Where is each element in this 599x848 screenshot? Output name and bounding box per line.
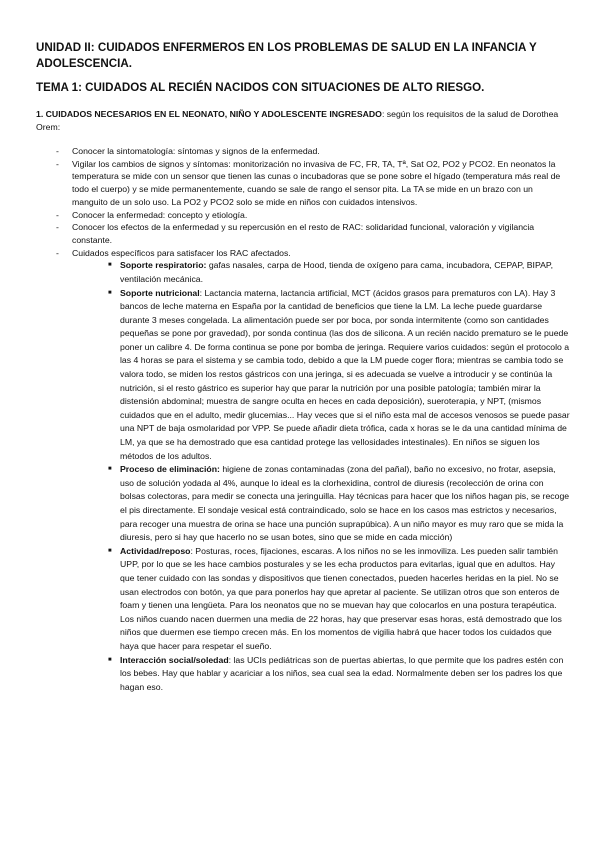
unit-title: UNIDAD II: CUIDADOS ENFERMEROS EN LOS PROBLEMAS DE SALUD EN LA INFANCIA Y ADOLESCENCIA. — [36, 41, 537, 70]
topic-title: TEMA 1: CUIDADOS AL RECIÉN NACIDOS CON SITUACIONES DE ALTO RIESGO. — [36, 81, 485, 94]
dash-marker: - — [56, 247, 59, 258]
specific-care-sublist — [72, 259, 571, 694]
sublist-item-respiratory-support — [108, 259, 571, 286]
sublist-item-label: Interacción social/soledad — [120, 654, 229, 665]
dash-marker: - — [56, 209, 59, 220]
section-intro-text: : según los requisitos de la salud de Dorothea Orem: — [36, 109, 559, 132]
section-intro — [36, 108, 568, 133]
sublist-item-nutritional-support — [108, 287, 571, 464]
sublist-item-text: gafas nasales, carpa de Hood, tienda de oxígeno para cama, incubadora, CEPAP, BIPAP, ventilación mecánica. — [120, 260, 554, 284]
sublist-item-label: Soporte nutricional — [120, 287, 200, 298]
list-item — [56, 158, 571, 209]
list-item — [56, 145, 571, 158]
list-item-text: Conocer los efectos de la enfermedad y su repercusión en el resto de RAC: solidaridad funcional, valoración y vigilancia constante. — [72, 222, 535, 245]
care-list — [56, 145, 571, 694]
list-item-text: Cuidados específicos para satisfacer los RAC afectados. — [72, 247, 291, 258]
sublist-item-label: Proceso de eliminación: — [120, 464, 220, 475]
square-bullet-icon: ■ — [108, 262, 112, 269]
sublist-item-text: : Lactancia materna, lactancia artificial, MCT (ácidos grasos para prematuros con LA). Hay 3 bancos de leche materna en España por la cantidad de beneficios que tiene la LM. La leche puede guardarse durante 3 meses congelada. La alimentación puede ser por boca, por sonda intermitente (como son cantidades pequeñas se pone por gravedad), por sonda continua (las dos de silicona. A un recién nacido prematuro se le puede poner un calibre 4. De forma continua se pone por bomba de jeringa. Requiere varios cuidados: según el protocolo a las 4 horas se para el sistema y se cambia todo, debido a que la LM puede coger flora; mientras se cambia todo se valora todo, se miden los restos gástricos con una jeringa, si es adecuada se vuelve a introducir y se continúa la nutrición, si el resto gástrico es superior hay que parar la nutrición por una posible patología; también mirar la distensión abdominal; muestra de sangre oculta en heces en cada deposición), sueroterapia, y NPT, (mismos cuidados que en el adulto, medir glucemias... Hay veces que si el niño esta mal de accesos venosos se puede pasar una NPT de baja osmolaridad por VPP. Se puede añadir dieta trófica, cada x horas se le da una cantidad mínima de LM, ya que se ha demostrado que esa cantidad protege las vellosidades intestinales). En niños se siguen los métodos de los adultos. — [120, 287, 570, 461]
square-bullet-icon: ■ — [108, 466, 112, 473]
list-item — [56, 247, 571, 695]
sublist-item-label: Actividad/reposo — [120, 545, 191, 556]
sublist-item-text: : Posturas, roces, fijaciones, escaras. A los niños no se les inmoviliza. Les pueden salir también UPP, por lo que se les hace cambios posturales y se les echa productos para evitarlas, igual que en adultos. Hay que tener cuidado con las sondas y dispositivos que tienen conectados, pueden hacerles heridas en la piel. No se usan electrodos con botón, ya que para ponerlos hay que apretar al paciente. Se utilizan otros que son enteros de foam y tienen una lengüeta. Para los neonatos que no se muevan hay que colocarlos en una postura terapéutica. Los niños cuando nacen duermen una media de 22 horas, hay que preservar esas horas, está demostrado que los niños que duermen ese tiempo crecen más. En los momentos de vigilia habrá que hacer todos los cuidados que haya que hacer para respetar el sueño. — [120, 545, 562, 651]
dash-marker: - — [56, 222, 59, 233]
dash-marker: - — [56, 146, 59, 156]
square-bullet-icon: ■ — [108, 547, 112, 554]
list-item-text: Vigilar los cambios de signos y síntomas: monitorización no invasiva de FC, FR, TA, Tª, Sat O2, PO2 y PCO2. En neonatos la temperatura se mide con un sensor que tienen las cunas o incubadoras que se pone sobre el hígado (temperatura más real de todo el cuerpo) y se mide permanentemente, cuando se sale de rango el sensor pita. La TA se mide en un brazo con un manguito de un solo uso. La PO2 y PCO2 solo se mide en niños con cuidados intensivos. — [72, 158, 561, 207]
list-item-text: Conocer la enfermedad: concepto y etiología. — [72, 209, 248, 220]
square-bullet-icon: ■ — [108, 289, 112, 296]
sublist-item-text: higiene de zonas contaminadas (zona del pañal), baño no excesivo, no frotar, asepsia, uso de solución yodada al 4%, aunque lo ideal es la clorhexidina, control de diuresis (recolección de orina con bolsas colectoras, para medir se conecta una jeringuilla. Hay técnicas para hacer que los niños hagan pis, se recoge el pis directamente. El sondaje vesical está contraindicado, solo se hace en los casos mas estrictos y necesarios, para recoger una muestra de orina se hace una punción suprapúbica). A un niño mayor es muy raro que se mida la diuresis, pero si hay que hacerlo no se usan botes, sino que se mide en cada micción) — [120, 464, 570, 543]
sublist-item-social-interaction — [108, 654, 571, 695]
sublist-item-elimination — [108, 463, 571, 545]
sublist-item-text: : las UCIs pediátricas son de puertas abiertas, lo que permite que los padres estén con los bebes. Hay que hablar y acariciar a los niños, sea cual sea la edad. Normalmente deben ser los padres los que hagan eso. — [120, 654, 564, 692]
list-item-text: Conocer la sintomatología: síntomas y signos de la enfermedad. — [72, 146, 320, 156]
dash-marker: - — [56, 158, 59, 169]
list-item — [56, 209, 571, 222]
sublist-item-activity-rest — [108, 545, 571, 654]
square-bullet-icon: ■ — [108, 656, 112, 663]
sublist-item-label: Soporte respiratorio: — [120, 260, 207, 271]
list-item — [56, 221, 571, 246]
section-heading: 1. CUIDADOS NECESARIOS EN EL NEONATO, NIÑO Y ADOLESCENTE INGRESADO — [36, 109, 382, 119]
